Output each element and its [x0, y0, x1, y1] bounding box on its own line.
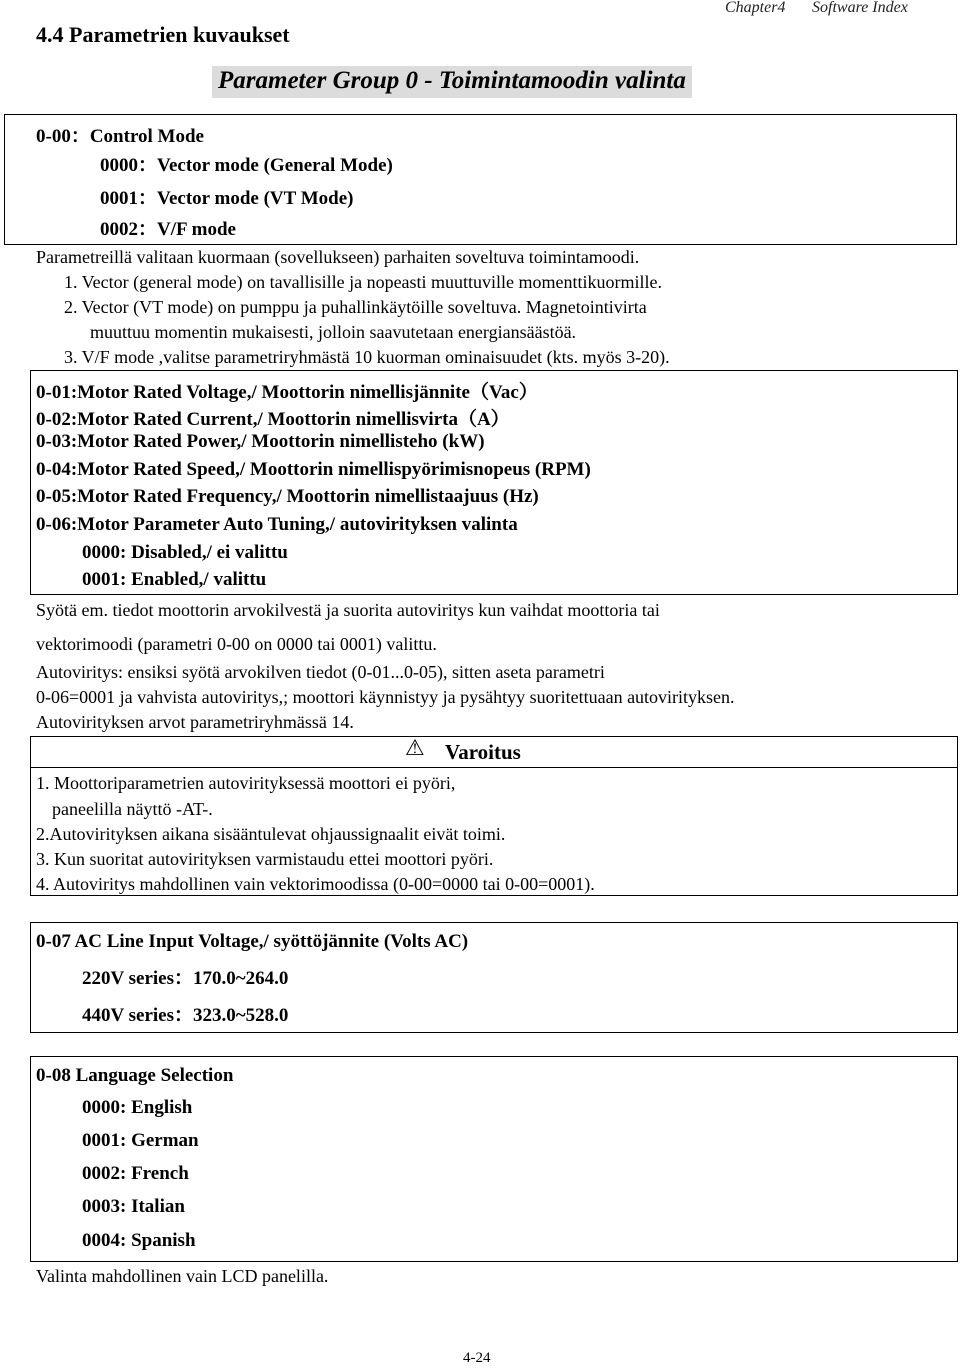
param-0-07-title: 0-07 AC Line Input Voltage,/ syöttöjännite (Volts AC) — [36, 931, 469, 952]
param-0-08-option: 0003: Italian — [82, 1196, 185, 1217]
chapter-label: Chapter4 — [725, 0, 786, 16]
param-0-08-note: Valinta mahdollinen vain LCD panelilla. — [36, 1266, 329, 1286]
motor-params-desc: 0-06=0001 ja vahvista autoviritys,; moottori käynnistyy ja pysähtyy suoritettuaan autovirityksen. — [36, 687, 735, 707]
warning-item: 2.Autovirityksen aikana sisääntulevat ohjaussignaalit eivät toimi. — [36, 824, 506, 844]
param-0-00-option: 0000：Vector mode (General Mode) — [100, 155, 393, 176]
motor-param-line: 0-05:Motor Rated Frequency,/ Moottorin nimellistaajuus (Hz) — [36, 486, 539, 507]
section-title: 4.4 Parametrien kuvaukset — [36, 22, 290, 47]
warning-item: 1. Moottoriparametrien autovirityksessä moottori ei pyöri, — [36, 773, 456, 793]
param-0-07-option: 440V series：323.0~528.0 — [82, 1005, 289, 1026]
param-0-08-option: 0000: English — [82, 1097, 193, 1118]
param-0-08-title: 0-08 Language Selection — [36, 1065, 234, 1086]
param-0-06-option: 0000: Disabled,/ ei valittu — [82, 542, 288, 563]
warning-item: paneelilla näyttö -AT-. — [52, 799, 213, 819]
param-0-00-desc: muuttuu momentin mukaisesti, jolloin saavutetaan energiansäästöä. — [90, 322, 577, 342]
param-0-08-option: 0004: Spanish — [82, 1230, 196, 1251]
param-0-00-desc: Parametreillä valitaan kuormaan (sovellukseen) parhaiten soveltuva toimintamoodi. — [36, 247, 640, 267]
param-0-06-option: 0001: Enabled,/ valittu — [82, 569, 267, 590]
param-0-08-option: 0002: French — [82, 1163, 189, 1184]
param-0-00-desc: 2. Vector (VT mode) on pumppu ja puhallinkäytöille soveltuva. Magnetointivirta — [64, 297, 647, 317]
motor-params-desc: vektorimoodi (parametri 0-00 on 0000 tai 0001) valittu. — [36, 634, 437, 654]
motor-param-line: 0-04:Motor Rated Speed,/ Moottorin nimellispyörimisnopeus (RPM) — [36, 459, 591, 480]
motor-param-line: 0-01:Motor Rated Voltage,/ Moottorin nimellisjännite（Vac） — [36, 382, 538, 403]
warning-divider — [30, 767, 958, 768]
param-0-00-desc: 3. V/F mode ,valitse parametriryhmästä 10 kuorman ominaisuudet (kts. myös 3-20). — [64, 347, 670, 367]
warning-title: Varoitus — [445, 740, 521, 764]
param-0-00-option: 0001：Vector mode (VT Mode) — [100, 188, 354, 209]
motor-param-line: 0-06:Motor Parameter Auto Tuning,/ autovirityksen valinta — [36, 514, 518, 535]
param-0-08-option: 0001: German — [82, 1130, 199, 1151]
motor-param-line: 0-03:Motor Rated Power,/ Moottorin nimellisteho (kW) — [36, 431, 485, 452]
motor-params-desc: Autovirityksen arvot parametriryhmässä 14. — [36, 712, 354, 732]
motor-params-desc: Autoviritys: ensiksi syötä arvokilven tiedot (0-01...0-05), sitten aseta parametri — [36, 662, 605, 682]
index-label: Software Index — [812, 0, 908, 16]
param-0-00-desc: 1. Vector (general mode) on tavallisille ja nopeasti muuttuville momenttikuormille. — [64, 272, 663, 292]
warning-item: 3. Kun suoritat autovirityksen varmistaudu ettei moottori pyöri. — [36, 849, 494, 869]
param-0-00-title: 0-00：Control Mode — [36, 126, 204, 147]
motor-params-desc: Syötä em. tiedot moottorin arvokilvestä ja suorita autoviritys kun vaihdat moottoria tai — [36, 600, 660, 620]
warning-triangle-icon: ⚠ — [405, 736, 425, 761]
group-title: Parameter Group 0 - Toimintamoodin valinta — [212, 66, 692, 98]
page-number: 4-24 — [463, 1350, 491, 1366]
param-0-07-option: 220V series：170.0~264.0 — [82, 968, 289, 989]
warning-item: 4. Autoviritys mahdollinen vain vektorimoodissa (0-00=0000 tai 0-00=0001). — [36, 874, 595, 894]
motor-param-line: 0-02:Motor Rated Current,/ Moottorin nimellisvirta（A） — [36, 409, 510, 430]
param-0-00-option: 0002：V/F mode — [100, 219, 236, 240]
